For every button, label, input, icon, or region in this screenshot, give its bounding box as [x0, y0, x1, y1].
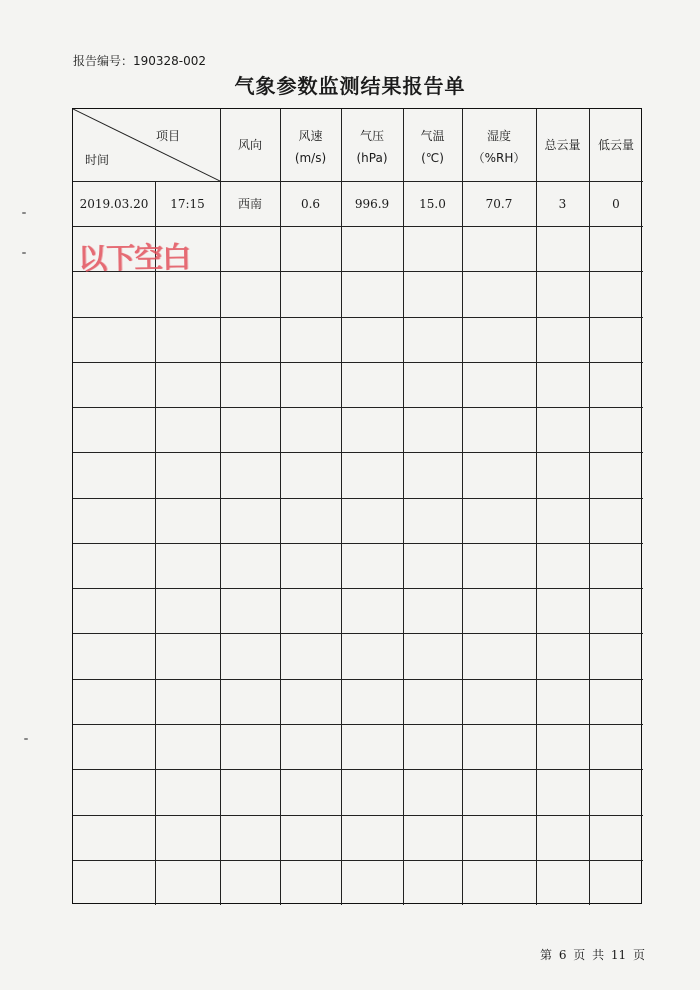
report-number: 报告编号：190328-002 [73, 54, 207, 68]
table-column-line [220, 109, 221, 905]
table-column-line [155, 181, 156, 905]
table-row-line [73, 317, 643, 318]
table-cell: 西南 [237, 196, 262, 211]
column-header-label: 总云量 [544, 138, 581, 152]
table-cell: 0.6 [300, 196, 321, 211]
table-row-line [73, 769, 643, 770]
table-column-line [403, 109, 404, 905]
table-row-line [73, 498, 643, 499]
table-cell: 15.0 [419, 196, 446, 211]
table-row-line [73, 679, 643, 680]
table-cell: 3 [558, 196, 567, 211]
column-header-label: 风向 [237, 138, 262, 152]
column-header-label: 风速 [298, 129, 323, 143]
column-header-unit: (hPa) [356, 151, 388, 165]
page-footer: 第 6 页 共 11 页 [540, 948, 645, 962]
column-header-unit: （%RH） [472, 151, 526, 165]
table-row-line [73, 226, 643, 227]
table-row-line [73, 633, 643, 634]
header-time-label: 时间 [84, 153, 109, 167]
scan-speck [24, 738, 28, 740]
column-header-unit: (℃) [421, 151, 444, 165]
table-column-line [462, 109, 463, 905]
column-header-label: 气温 [420, 129, 445, 143]
table-row-line [73, 452, 643, 453]
table-column-line [341, 109, 342, 905]
table-row-line [73, 407, 643, 408]
page-title: 气象参数监测结果报告单 [234, 74, 466, 98]
cell-time: 17:15 [170, 196, 205, 211]
table-cell: 0 [612, 196, 620, 211]
column-header-unit: (m/s) [294, 151, 327, 165]
table-row-line [73, 543, 643, 544]
column-header-label: 气压 [359, 129, 384, 143]
table-row-line [73, 724, 643, 725]
table-row-line [73, 860, 643, 861]
scan-speck [22, 212, 26, 214]
table-cell: 996.9 [354, 196, 390, 211]
table-column-line [280, 109, 281, 905]
report-table [72, 108, 642, 904]
table-row-line [73, 588, 643, 589]
column-header-label: 湿度 [486, 129, 511, 143]
blank-below-stamp: 以下空白 [77, 240, 191, 276]
table-column-line [589, 109, 590, 905]
column-header-label: 低云量 [597, 138, 634, 152]
header-item-label: 项目 [155, 129, 180, 143]
table-cell: 70.7 [485, 196, 513, 211]
scan-speck [22, 252, 26, 254]
table-row-line [73, 362, 643, 363]
table-row-line [73, 815, 643, 816]
cell-date: 2019.03.20 [79, 196, 149, 211]
table-column-line [536, 109, 537, 905]
